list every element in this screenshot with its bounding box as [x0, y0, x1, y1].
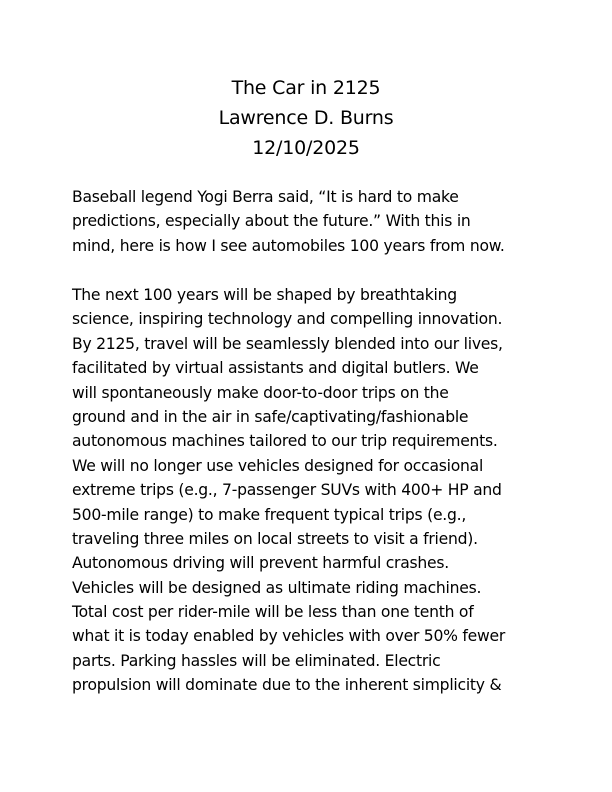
- paragraph-body: [72, 283, 552, 698]
- text-line: mind, here is how I see automobiles 100 years from now.: [72, 236, 505, 255]
- text-line: Autonomous driving will prevent harmful crashes.: [72, 554, 449, 573]
- text-line: Vehicles will be designed as ultimate riding machines.: [72, 578, 482, 597]
- text-line: traveling three miles on local streets to visit a friend).: [72, 529, 478, 548]
- text-line: We will no longer use vehicles designed for occasional: [72, 456, 484, 475]
- text-line: ground and in the air in safe/captivating/fashionable: [72, 407, 469, 426]
- text-line: By 2125, travel will be seamlessly blended into our lives,: [72, 334, 503, 353]
- text-line: autonomous machines tailored to our trip requirements.: [72, 432, 498, 451]
- document-date: 12/10/2025: [252, 137, 360, 159]
- text-line: predictions, especially about the future.” With this in: [72, 212, 471, 231]
- text-line: what it is today enabled by vehicles with over 50% fewer: [72, 627, 506, 646]
- text-line: Baseball legend Yogi Berra said, “It is hard to make: [72, 188, 459, 206]
- text-line: propulsion will dominate due to the inherent simplicity &: [72, 676, 502, 695]
- document-header: [0, 73, 612, 163]
- text-line: parts. Parking hassles will be eliminated. Electric: [72, 651, 441, 670]
- paragraph-intro: [72, 185, 552, 258]
- text-line: science, inspiring technology and compelling innovation.: [72, 310, 503, 329]
- document-title: The Car in 2125: [231, 77, 381, 99]
- text-line: The next 100 years will be shaped by breathtaking: [72, 286, 457, 304]
- text-line: facilitated by virtual assistants and digital butlers. We: [72, 359, 479, 378]
- text-line: Total cost per rider-mile will be less than one tenth of: [72, 603, 474, 622]
- text-line: 500-mile range) to make frequent typical trips (e.g.,: [72, 505, 467, 524]
- text-line: extreme trips (e.g., 7-passenger SUVs with 400+ HP and: [72, 481, 502, 500]
- document-author: Lawrence D. Burns: [218, 107, 394, 129]
- text-line: will spontaneously make door-to-door trips on the: [72, 383, 449, 402]
